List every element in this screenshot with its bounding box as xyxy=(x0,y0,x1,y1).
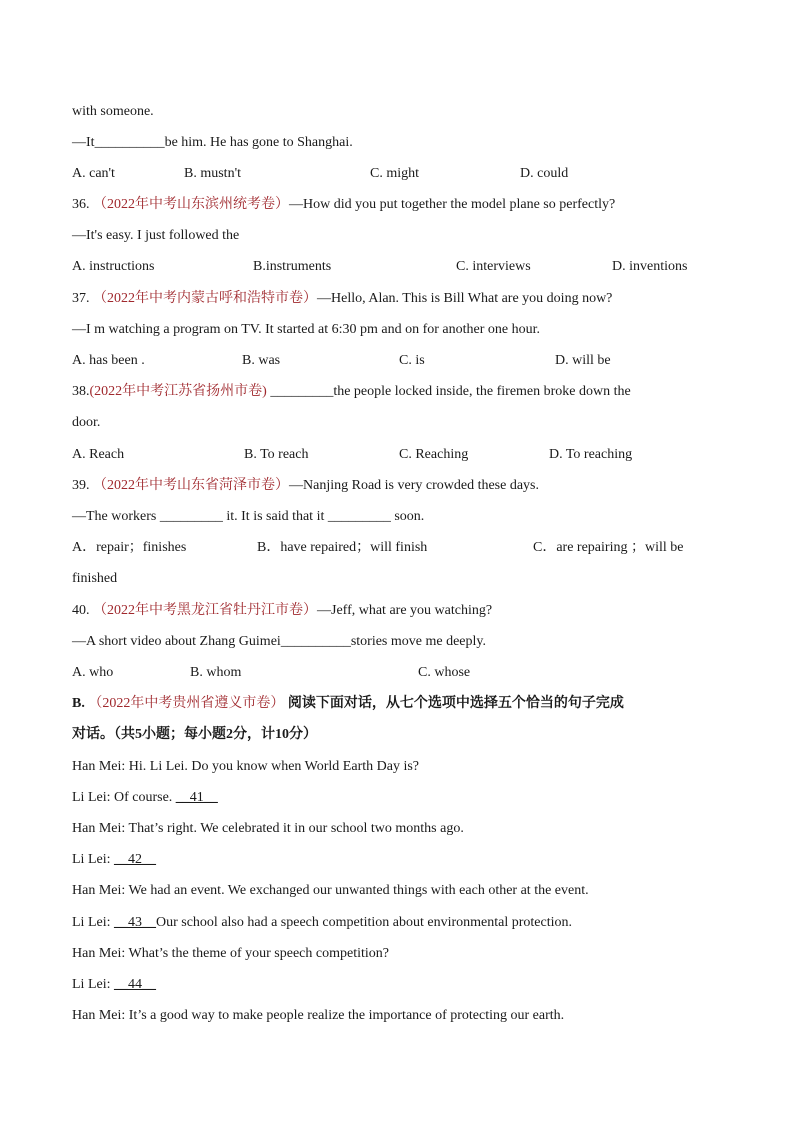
dialogue-line: Han Mei: We had an event. We exchanged our unwanted things with each other at the event. xyxy=(72,883,589,898)
question-38: 38.(2022年中考江苏省扬州市卷) _________the people locked inside, the firemen broke down the xyxy=(72,384,631,399)
option-b[interactable]: B．have repaired；will finish xyxy=(257,540,428,555)
question-36: 36. （2022年中考山东滨州统考卷）—How did you put together the model plane so perfectly? xyxy=(72,197,616,212)
answer-blank-43[interactable]: __43__ xyxy=(114,915,156,930)
text-line: —It's easy. I just followed the xyxy=(72,228,240,243)
option-c[interactable]: C. whose xyxy=(418,665,471,680)
source-label: (2022年中考江苏省扬州市卷) xyxy=(89,384,267,399)
option-c[interactable]: C. interviews xyxy=(456,259,531,274)
source-label: （2022年中考贵州省遵义市卷） xyxy=(88,696,285,711)
text-line: door. xyxy=(72,415,101,430)
option-a[interactable]: A. can't xyxy=(72,166,115,181)
option-b[interactable]: B. whom xyxy=(190,665,242,680)
question-37: 37. （2022年中考内蒙古呼和浩特市卷）—Hello, Alan. This is Bill What are you doing now? xyxy=(72,291,613,306)
source-label: （2022年中考内蒙古呼和浩特市卷） xyxy=(93,291,317,306)
option-a[interactable]: A．repair；finishes xyxy=(72,540,187,555)
option-c[interactable]: C. might xyxy=(370,166,420,181)
dialogue-line: Han Mei: What’s the theme of your speech competition? xyxy=(72,946,389,961)
question-40: 40. （2022年中考黑龙江省牡丹江市卷）—Jeff, what are you watching? xyxy=(72,603,493,618)
option-a[interactable]: A. who xyxy=(72,665,114,680)
section-b-heading: B. （2022年中考贵州省遵义市卷） 阅读下面对话，从七个选项中选择五个恰当的句子完成 xyxy=(72,696,624,711)
section-b-instructions: 对话。（共5小题；每小题2分，计10分） xyxy=(72,727,317,742)
answer-blank[interactable]: __________ xyxy=(280,634,351,649)
option-d[interactable]: D. To reaching xyxy=(549,447,633,462)
dialogue-line: Li Lei: __42__ xyxy=(72,852,156,867)
question-39: 39. （2022年中考山东省菏泽市卷）—Nanjing Road is very crowded these days. xyxy=(72,478,539,493)
option-a[interactable]: A. instructions xyxy=(72,259,155,274)
text-line: —I m watching a program on TV. It started at 6:30 pm and on for another one hour. xyxy=(72,322,540,337)
dialogue-line: Han Mei: It’s a good way to make people realize the importance of protecting our earth. xyxy=(72,1008,565,1023)
answer-blank-42[interactable]: __42__ xyxy=(114,852,156,867)
option-c[interactable]: C. Reaching xyxy=(399,447,469,462)
text-line: —The workers _________ it. It is said that it _________ soon. xyxy=(72,509,425,524)
source-label: （2022年中考山东滨州统考卷） xyxy=(93,197,289,212)
dialogue-line: Li Lei: __43__Our school also had a speech competition about environmental protection. xyxy=(72,915,572,930)
option-b[interactable]: B. mustn't xyxy=(184,166,241,181)
answer-blank[interactable]: __________ xyxy=(94,135,165,150)
option-d[interactable]: D. could xyxy=(520,166,569,181)
dialogue-line: Li Lei: __44__ xyxy=(72,977,156,992)
option-a[interactable]: A. has been . xyxy=(72,353,145,368)
option-a[interactable]: A. Reach xyxy=(72,447,125,462)
text-line: —It__________be him. He has gone to Shanghai. xyxy=(72,135,353,150)
option-d[interactable]: D. inventions xyxy=(612,259,688,274)
text-line: with someone. xyxy=(72,104,154,119)
option-b[interactable]: B. To reach xyxy=(244,447,309,462)
option-d[interactable]: D. will be xyxy=(555,353,611,368)
option-b[interactable]: B.instruments xyxy=(253,259,332,274)
source-label: （2022年中考黑龙江省牡丹江市卷） xyxy=(93,603,317,618)
option-c[interactable]: C．are repairing ；will be xyxy=(533,540,684,555)
text-line: finished xyxy=(72,571,118,586)
dialogue-line: Han Mei: Hi. Li Lei. Do you know when World Earth Day is? xyxy=(72,759,419,774)
answer-blank[interactable]: _________ xyxy=(270,384,334,399)
option-b[interactable]: B. was xyxy=(242,353,281,368)
answer-blank-44[interactable]: __44__ xyxy=(114,977,156,992)
source-label: （2022年中考山东省菏泽市卷） xyxy=(93,478,289,493)
dialogue-line: Li Lei: Of course. __41__ xyxy=(72,790,218,805)
option-c[interactable]: C. is xyxy=(399,353,425,368)
answer-blank-41[interactable]: __41__ xyxy=(175,790,218,805)
text-line: —A short video about Zhang Guimei__________stories move me deeply. xyxy=(72,634,486,649)
dialogue-line: Han Mei: That’s right. We celebrated it in our school two months ago. xyxy=(72,821,464,836)
